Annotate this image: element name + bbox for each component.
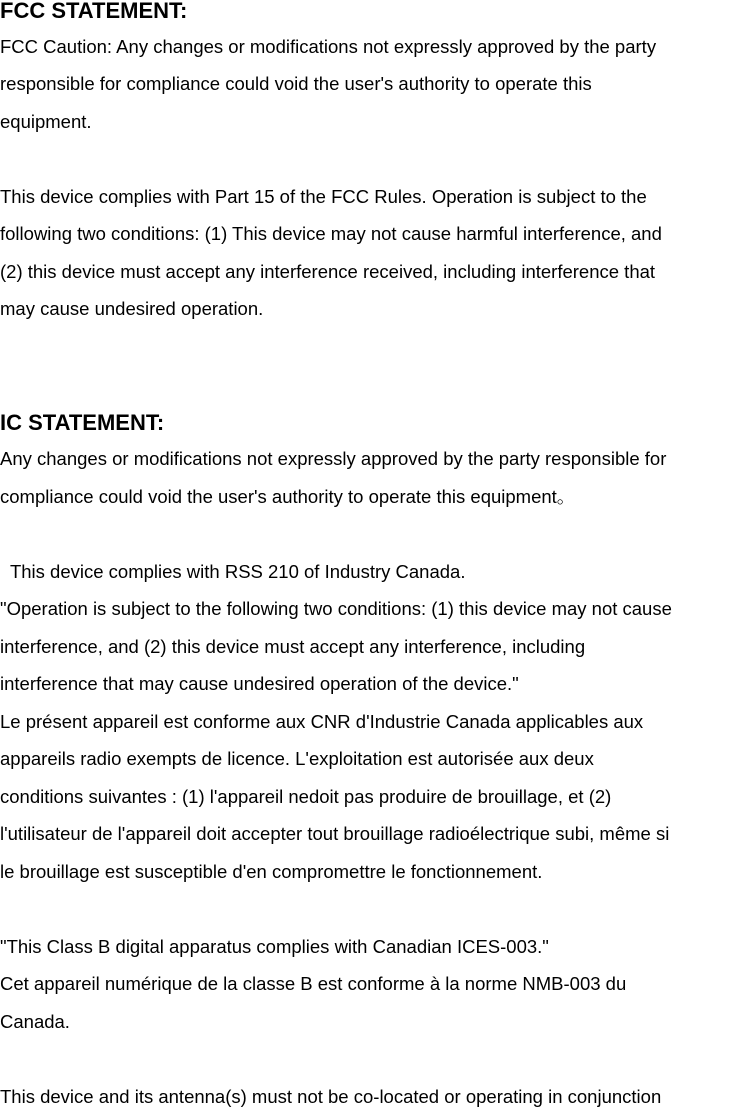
ic-line: This device and its antenna(s) must not be co-located or operating in conjunction	[0, 1086, 662, 1107]
fcc-line: responsible for compliance could void the user's authority to operate this	[0, 73, 592, 94]
fcc-heading: FCC STATEMENT:	[0, 0, 188, 23]
ic-line: conditions suivantes : (1) l'appareil nedoit pas produire de brouillage, et (2)	[0, 786, 612, 807]
ic-line: Any changes or modifications not expressly approved by the party responsible for	[0, 448, 667, 469]
ic-heading: IC STATEMENT:	[0, 410, 165, 435]
ic-line: compliance could void the user's authority to operate this equipment。	[0, 486, 576, 507]
ic-line: This device complies with RSS 210 of Industry Canada.	[0, 561, 466, 582]
ic-line: "Operation is subject to the following two conditions: (1) this device may not cause	[0, 598, 672, 619]
fcc-line: (2) this device must accept any interference received, including interference that	[0, 261, 656, 282]
fcc-line: following two conditions: (1) This device may not cause harmful interference, and	[0, 223, 662, 244]
ic-line: "This Class B digital apparatus complies with Canadian ICES-003."	[0, 936, 549, 957]
fcc-line: This device complies with Part 15 of the FCC Rules. Operation is subject to the	[0, 186, 647, 207]
ic-line: Canada.	[0, 1011, 70, 1032]
ic-line: le brouillage est susceptible d'en compromettre le fonctionnement.	[0, 861, 543, 882]
ic-line: Le présent appareil est conforme aux CNR d'Industrie Canada applicables aux	[0, 711, 644, 732]
fcc-line: FCC Caution: Any changes or modifications not expressly approved by the party	[0, 36, 657, 57]
fcc-line: equipment.	[0, 111, 92, 132]
fcc-line: may cause undesired operation.	[0, 298, 264, 319]
ic-line: interference, and (2) this device must accept any interference, including	[0, 636, 586, 657]
ic-line: l'utilisateur de l'appareil doit accepter tout brouillage radioélectrique subi, même si	[0, 823, 670, 844]
ic-line: interference that may cause undesired operation of the device."	[0, 673, 519, 694]
ic-line: Cet appareil numérique de la classe B est conforme à la norme NMB-003 du	[0, 973, 627, 994]
ic-line: appareils radio exempts de licence. L'exploitation est autorisée aux deux	[0, 748, 594, 769]
